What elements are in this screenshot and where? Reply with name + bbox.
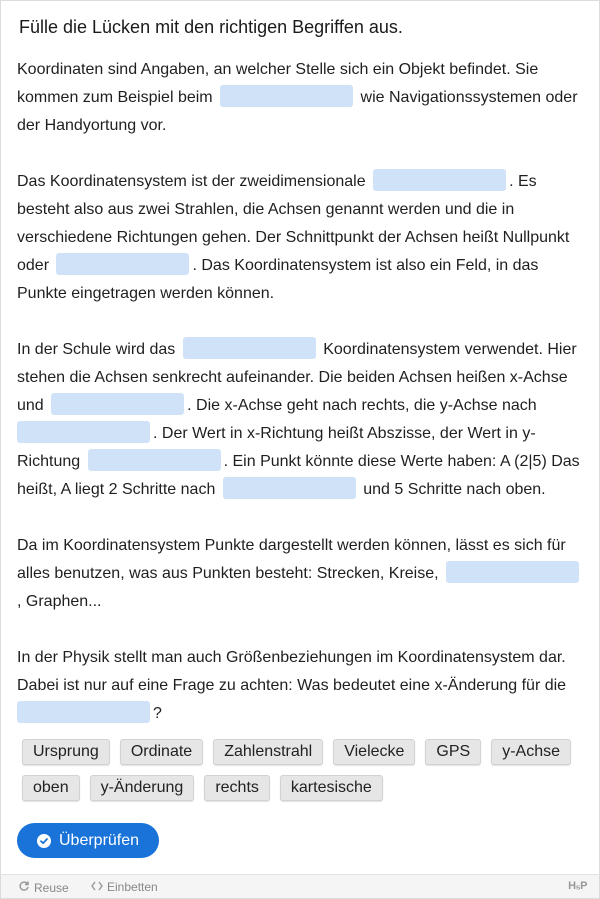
word-y-aenderung[interactable]: y-Änderung	[90, 775, 195, 801]
word-oben[interactable]: oben	[22, 775, 80, 801]
word-ordinate[interactable]: Ordinate	[120, 739, 203, 765]
reuse-link[interactable]: Reuse	[18, 880, 69, 895]
drop-zone-10[interactable]	[17, 701, 150, 723]
word-rechts[interactable]: rechts	[204, 775, 270, 801]
check-circle-icon	[37, 834, 51, 848]
drop-zone-3[interactable]	[56, 253, 189, 275]
drop-zone-4[interactable]	[183, 337, 316, 359]
paragraph-5: In der Physik stellt man auch Größenbeziehungen im Koordinatensystem dar. Dabei ist nur auf eine Frage zu achten: Was bedeutet eine x-Änderung für die ?	[17, 649, 567, 722]
paragraph-1: Koordinaten sind Angaben, an welcher Stelle sich ein Objekt befindet. Sie kommen zum Beispiel beim wie Navigationssystemen oder der Handyortung vor.	[17, 61, 578, 134]
reuse-icon	[18, 880, 30, 895]
word-vielecke[interactable]: Vielecke	[333, 739, 415, 765]
word-kartesische[interactable]: kartesische	[280, 775, 383, 801]
embed-link[interactable]: Einbetten	[91, 880, 158, 894]
drop-zone-7[interactable]	[88, 449, 221, 471]
drop-zone-2[interactable]	[373, 169, 506, 191]
drop-zone-5[interactable]	[51, 393, 184, 415]
drop-zone-8[interactable]	[223, 477, 356, 499]
drop-zone-1[interactable]	[220, 85, 353, 107]
word-gps[interactable]: GPS	[425, 739, 481, 765]
paragraph-3: In der Schule wird das Koordinatensystem verwendet. Hier stehen die Achsen senkrecht aufeinander. Die beiden Achsen heißen x-Achse und . Die x-Achse geht nach rechts, die y-Achse nach . Der Wert in x-Richtung heißt Abszisse, der Wert in y-Richtung . Ein Punkt könnte diese Werte haben: A (2|5) Das heißt, A liegt 2 Schritte nach und 5 Schritte nach oben.	[17, 336, 583, 504]
draggable-words	[22, 739, 582, 801]
cloze-text	[17, 56, 583, 756]
paragraph-2: Das Koordinatensystem ist der zweidimensionale . Es besteht also aus zwei Strahlen, die Achsen genannt werden und die in verschiedene Richtungen gehen. Der Schnittpunkt der Achsen heißt Nullpunkt oder . Das Koordinatensystem ist also ein Feld, in das Punkte eingetragen werden können.	[17, 168, 583, 308]
footer-bar	[1, 874, 599, 898]
drop-zone-9[interactable]	[446, 561, 579, 583]
word-y-achse[interactable]: y-Achse	[491, 739, 571, 765]
drop-zone-6[interactable]	[17, 421, 150, 443]
word-ursprung[interactable]: Ursprung	[22, 739, 110, 765]
check-button[interactable]	[17, 823, 159, 858]
check-button-label: Überprüfen	[59, 831, 140, 849]
word-zahlenstrahl[interactable]: Zahlenstrahl	[213, 739, 323, 765]
paragraph-4: Da im Koordinatensystem Punkte dargestellt werden können, lässt es sich für alles benutzen, was aus Punkten besteht: Strecken, Kreise, , Graphen...	[17, 532, 583, 616]
h5p-logo[interactable]: H₅P	[568, 880, 587, 892]
code-icon	[91, 880, 103, 894]
task-title: Fülle die Lücken mit den richtigen Begriffen aus.	[19, 17, 403, 37]
